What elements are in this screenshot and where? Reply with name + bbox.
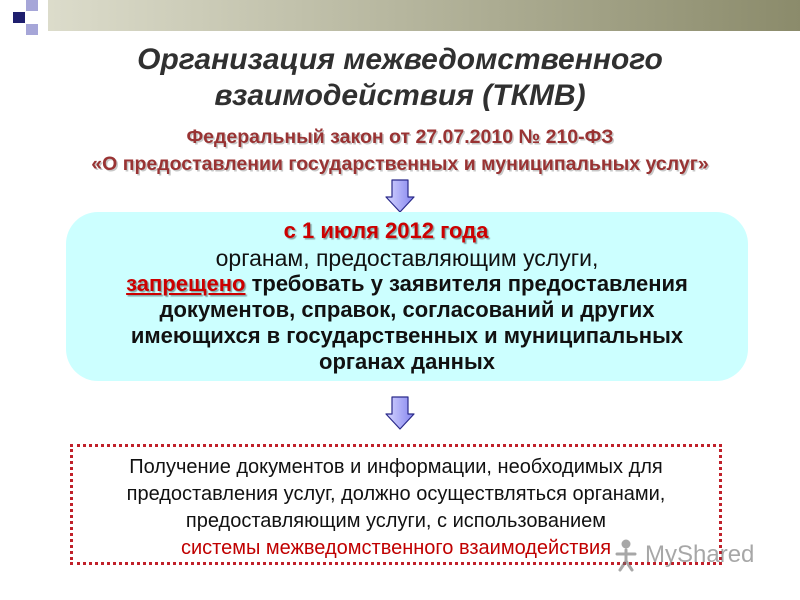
corner-square-light — [26, 24, 38, 35]
slide-title — [0, 42, 800, 114]
prohibition-line-4: имеющихся в государственных и муниципальных — [130, 323, 684, 348]
prohibition-line-1: органам, предоставляющим услуги, — [215, 245, 599, 271]
prohibition-line-3: документов, справок, согласований и других — [159, 297, 655, 322]
person-icon — [612, 538, 640, 572]
corner-square-light — [26, 0, 38, 11]
forbidden-word: запрещено — [126, 271, 246, 296]
prohibition-box — [66, 212, 748, 381]
watermark — [612, 536, 754, 574]
law-reference — [0, 124, 800, 178]
prohibition-line-5: органах данных — [319, 349, 495, 374]
effective-date: с 1 июля 2012 года — [283, 218, 489, 243]
requirement-line-3: предоставляющим услуги, с использованием — [185, 510, 607, 532]
prohibition-text — [66, 245, 748, 375]
requirement-line-1: Получение документов и информации, необходимых для — [129, 456, 663, 478]
person-icon-head — [622, 540, 631, 549]
down-arrow-icon — [384, 178, 416, 214]
down-arrow-icon — [384, 395, 416, 431]
watermark-text: MyShared — [645, 541, 755, 568]
down-arrow-shape — [386, 180, 414, 212]
slide-title-line-1: Организация межведомственного — [137, 43, 663, 76]
law-reference-line-1: Федеральный закон от 27.07.2010 № 210-ФЗ — [186, 126, 614, 148]
corner-square-navy — [13, 12, 25, 23]
person-icon-body — [617, 550, 635, 570]
requirement-line-2: предоставления услуг, должно осуществляться органами, — [126, 483, 666, 505]
prohibition-line-2-rest: требовать у заявителя предоставления — [251, 271, 688, 296]
law-reference-line-2: «О предоставлении государственных и муниципальных услуг» — [91, 153, 709, 175]
top-gradient-bar — [48, 0, 800, 31]
requirement-line-4-highlight: системы межведомственного взаимодействия — [180, 537, 612, 559]
prohibition-line-2 — [66, 271, 748, 297]
slide-title-line-2: взаимодействия (ТКМВ) — [214, 79, 586, 112]
down-arrow-shape — [386, 397, 414, 429]
